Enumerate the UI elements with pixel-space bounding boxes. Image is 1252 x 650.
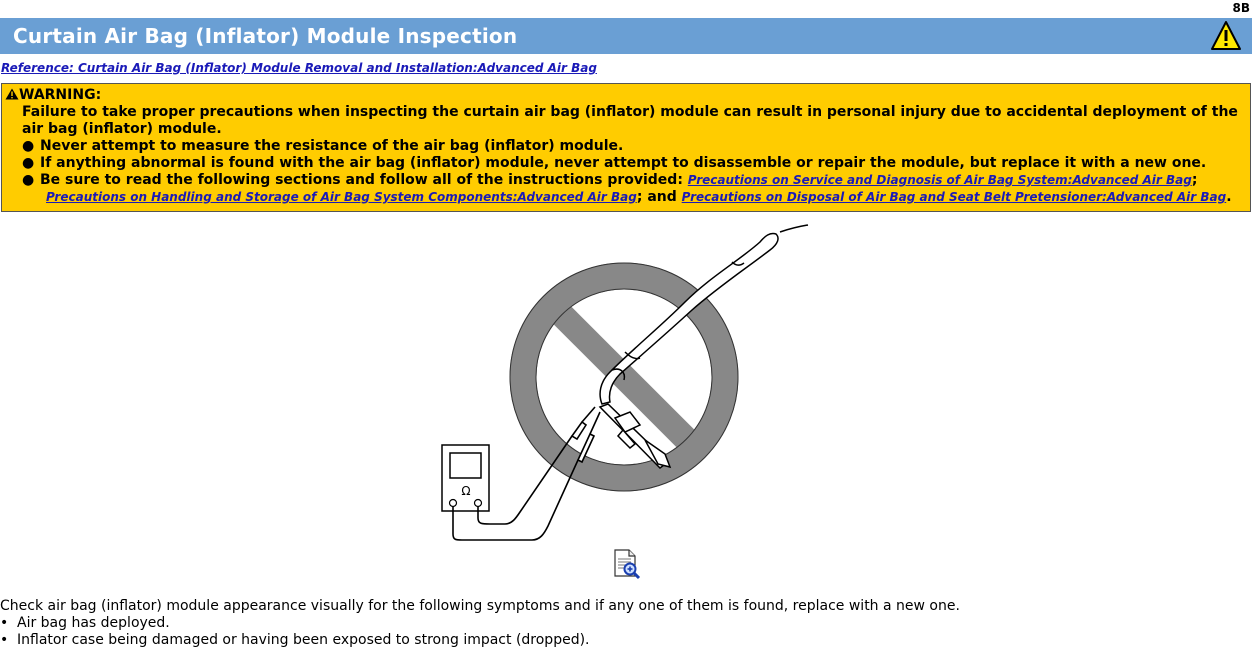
bullet-dot: •	[0, 615, 9, 631]
inspection-illustration	[440, 222, 820, 552]
warning-box	[1, 83, 1251, 212]
separator: ;	[1191, 172, 1198, 188]
bullet-dot: ●	[22, 155, 35, 171]
section-code: 8B	[1232, 1, 1250, 15]
page-title: Curtain Air Bag (Inflator) Module Inspection	[13, 24, 518, 48]
bullet-dot: •	[0, 632, 9, 648]
warning-bullet	[22, 138, 623, 155]
list-item	[0, 615, 960, 632]
ohmmeter	[442, 445, 489, 511]
precautions-disposal-link[interactable]: Precautions on Disposal of Air Bag and Seat Belt Pretensioner:Advanced Air Bag	[681, 190, 1227, 204]
precautions-service-link[interactable]: Precautions on Service and Diagnosis of Air Bag System:Advanced Air Bag	[687, 173, 1192, 187]
list-item-text: Air bag has deployed.	[17, 615, 170, 631]
warning-heading-text: WARNING:	[19, 87, 102, 103]
warning-heading	[5, 87, 101, 104]
title-bar	[0, 18, 1252, 54]
reference-link[interactable]: Reference: Curtain Air Bag (Inflator) Module Removal and Installation:Advanced Air Bag	[1, 61, 597, 75]
instruction-intro: Check air bag (inflator) module appearance visually for the following symptoms and if any one of them is found, replace with a new one.	[0, 598, 960, 614]
list-item	[0, 632, 960, 649]
warning-bullet-continuation	[46, 189, 1232, 206]
warning-bullet-text: Be sure to read the following sections and follow all of the instructions provided:	[40, 172, 688, 188]
warning-bullet-text: Never attempt to measure the resistance of the air bag (inflator) module.	[40, 138, 624, 154]
zoom-document-icon[interactable]	[612, 549, 642, 581]
warning-small-icon	[5, 88, 19, 100]
bullet-dot: ●	[22, 138, 35, 154]
separator: .	[1226, 189, 1232, 205]
warning-bullet	[22, 172, 1197, 189]
warning-triangle-icon	[1210, 20, 1242, 52]
warning-bullet	[22, 155, 1206, 172]
list-item-text: Inflator case being damaged or having been exposed to strong impact (dropped).	[17, 632, 590, 648]
warning-intro: Failure to take proper precautions when inspecting the curtain air bag (inflator) module can result in personal injury due to accidental deployment of the air bag (inflator) module.	[22, 104, 1238, 137]
ohm-symbol: Ω	[461, 484, 471, 498]
inspection-instructions	[0, 598, 960, 649]
bullet-dot: ●	[22, 172, 35, 188]
separator: ; and	[636, 189, 682, 205]
warning-bullet-text: If anything abnormal is found with the air bag (inflator) module, never attempt to disassemble or repair the module, but replace it with a new one.	[40, 155, 1207, 171]
precautions-handling-link[interactable]: Precautions on Handling and Storage of Air Bag System Components:Advanced Air Bag	[46, 190, 637, 204]
